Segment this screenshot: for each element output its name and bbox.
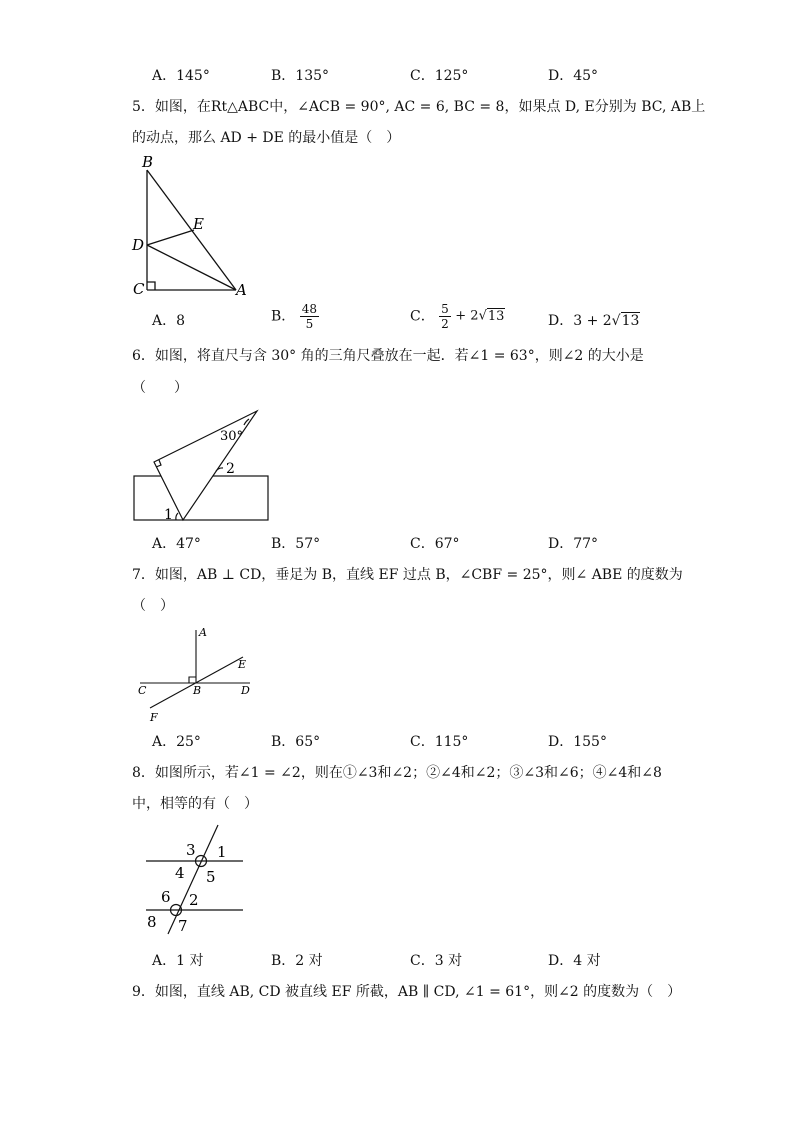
q5-stem-line2: 的动点，那么 AD + DE 的最小值是（ ） bbox=[132, 130, 401, 146]
q6-stem-line1: 6．如图，将直尺与含 30° 角的三角尺叠放在一起．若∠1 = 63°，则∠2 的大小是 bbox=[132, 348, 644, 364]
q5-label-b: B bbox=[142, 153, 154, 171]
q6-label-30deg: 30° bbox=[220, 429, 244, 444]
q5-option-c-fraction bbox=[439, 302, 451, 331]
q7-label-f: F bbox=[150, 711, 158, 724]
q5-option-c-denominator: 2 bbox=[441, 317, 449, 331]
q7-right-angle-mark bbox=[189, 677, 196, 683]
q5-label-e: E bbox=[193, 215, 204, 233]
q8-option-a: A．1 对 bbox=[152, 953, 204, 969]
q8-label-4: 4 bbox=[175, 864, 185, 882]
q6-set-square bbox=[154, 411, 257, 520]
q4-option-b: B．135° bbox=[271, 68, 330, 84]
q6-label-2: 2 bbox=[226, 461, 235, 477]
q7-option-d: D．155° bbox=[548, 734, 607, 750]
q8-stem-line2: 中，相等的有（ ） bbox=[132, 796, 258, 812]
q5-option-c-prefix: C． bbox=[410, 308, 435, 325]
q8-label-6: 6 bbox=[161, 888, 171, 906]
q8-label-5: 5 bbox=[206, 868, 216, 886]
q6-option-a: A．47° bbox=[152, 536, 201, 552]
q8-label-3: 3 bbox=[186, 841, 196, 859]
q5-segment-de bbox=[147, 230, 194, 245]
q7-label-e: E bbox=[238, 658, 247, 671]
q8-option-d: D．4 对 bbox=[548, 953, 601, 969]
q7-option-c: C．115° bbox=[410, 734, 469, 750]
radical-icon: √ bbox=[478, 308, 487, 324]
q8-label-8: 8 bbox=[147, 913, 157, 931]
q8-stem-line1: 8．如图所示，若∠1 = ∠2，则在①∠3和∠2；②∠4和∠2；③∠3和∠6；④∠4和∠8 bbox=[132, 765, 662, 781]
q5-option-c-rest: + 2 bbox=[455, 308, 479, 324]
q7-figure bbox=[130, 622, 260, 724]
q7-stem-line1: 7．如图，AB ⊥ CD，垂足为 B，直线 EF 过点 B，∠CBF = 25°，则∠ ABE 的度数为 bbox=[132, 567, 683, 583]
q5-label-a: A bbox=[236, 281, 247, 299]
q5-option-b-denominator: 5 bbox=[305, 317, 314, 331]
q6-option-b: B．57° bbox=[271, 536, 321, 552]
q7-label-d: D bbox=[241, 684, 250, 697]
q8-label-2: 2 bbox=[189, 891, 199, 909]
q5-right-angle-mark bbox=[147, 282, 155, 290]
q5-option-b bbox=[271, 302, 319, 331]
q5-segment-da bbox=[147, 245, 236, 290]
q5-figure bbox=[130, 150, 260, 300]
q5-option-b-fraction bbox=[300, 302, 319, 331]
q5-option-d-prefix: D．3 + 2 bbox=[548, 313, 612, 329]
q5-option-d-radicand: 13 bbox=[621, 313, 640, 329]
q6-option-c: C．67° bbox=[410, 536, 460, 552]
q6-stem-line2: （ ） bbox=[132, 380, 188, 396]
q5-option-c-numerator: 5 bbox=[441, 302, 449, 316]
q5-label-c: C bbox=[133, 280, 145, 298]
q9-stem-line1: 9．如图，直线 AB, CD 被直线 EF 所截，AB ∥ CD, ∠1 = 61°，则∠2 的度数为（ ） bbox=[132, 984, 682, 1000]
q5-option-c bbox=[410, 302, 505, 331]
radical-icon: √ bbox=[611, 313, 621, 329]
q6-figure bbox=[130, 405, 275, 527]
q8-option-b: B．2 对 bbox=[271, 953, 323, 969]
q4-option-d: D．45° bbox=[548, 68, 599, 84]
q8-figure bbox=[130, 822, 255, 940]
q7-label-b: B bbox=[193, 684, 202, 697]
q5-option-c-radicand: 13 bbox=[487, 308, 505, 324]
q8-label-7: 7 bbox=[178, 917, 188, 935]
q5-segment-ab bbox=[147, 170, 236, 290]
q6-angle1-arc bbox=[176, 513, 178, 520]
q5-option-b-numerator: 48 bbox=[301, 302, 318, 316]
q5-stem-line1: 5．如图，在Rt△ABC中，∠ACB = 90°, AC = 6, BC = 8，如果点 D, E分别为 BC, AB上 bbox=[132, 99, 706, 115]
q6-label-1: 1 bbox=[164, 507, 173, 523]
q7-label-c: C bbox=[138, 684, 147, 697]
q5-option-b-prefix: B． bbox=[271, 308, 296, 325]
q6-option-d: D．77° bbox=[548, 536, 599, 552]
q5-label-d: D bbox=[132, 236, 145, 254]
q4-option-c: C．125° bbox=[410, 68, 469, 84]
q5-option-d bbox=[548, 311, 640, 331]
q8-option-c: C．3 对 bbox=[410, 953, 463, 969]
q4-option-a: A．145° bbox=[152, 68, 210, 84]
q8-label-1: 1 bbox=[217, 843, 227, 861]
q7-option-a: A．25° bbox=[152, 734, 201, 750]
q5-option-a: A．8 bbox=[152, 313, 186, 329]
q7-option-b: B．65° bbox=[271, 734, 321, 750]
q7-stem-line2: （ ） bbox=[132, 598, 174, 614]
q7-label-a: A bbox=[199, 626, 207, 639]
